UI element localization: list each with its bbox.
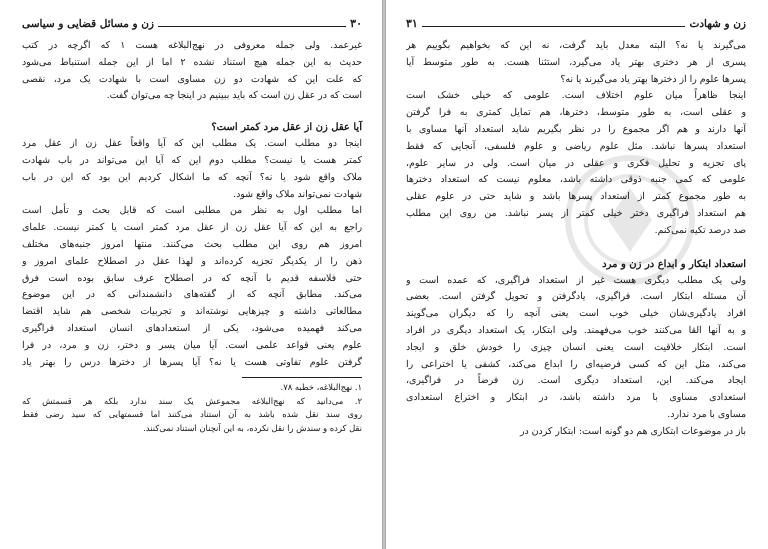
text-line: مساوی با مرد ندارد. <box>667 408 746 420</box>
text-line: پسرها علوم را از دخترها بهتر یاد می‌گیرند یا نه؟ <box>560 73 746 85</box>
page-30 <box>0 0 382 549</box>
text-line: راجع به این که آیا عقل زن از عقل مرد کمتر است یا کمتر نیست. علمای <box>22 222 362 234</box>
intro-paragraph <box>406 38 746 88</box>
text-line: و به آنها القا می‌کنند خوب می‌فهمند. ولی ابتکار، یک استعداد دیگری در افراد <box>406 324 746 336</box>
text-line: حدیث به این جمله هیچ استناد نشده ۲ اما از این جمله استنباط می‌شود <box>22 56 362 68</box>
page-number: ۳۱ <box>406 17 418 30</box>
body-paragraph <box>406 273 746 424</box>
text-line: امروز هم روی این مطلب بحث می‌کنند. منتها امروز جنبه‌های مختلف <box>22 238 362 250</box>
text-line: هم استعداد فراگیری دختر خیلی کمتر از پسر نباشد. من روی این مطلب <box>406 207 746 219</box>
text-line: آن مسئله ابتکار است. فراگیری، یادگرفتن و تحویل گرفتن است. بعضی <box>406 291 746 303</box>
body-paragraph <box>22 136 362 203</box>
text-line: ایجاد می‌کند. این، استعداد دیگری است. زن فرضاً در فراگیری، <box>406 375 746 387</box>
text-line: صد درصد تکیه نمی‌کنم. <box>654 224 746 236</box>
running-title: زن و شهادت <box>689 18 746 30</box>
section-heading: آیا عقل زن از عقل مرد کمتر است؟ <box>211 122 362 134</box>
text-line: کمتر هست یا نیست؟ مطلب دوم این که آیا این می‌تواند در باب شهادت <box>22 154 362 166</box>
footnote-line: روی سند نقل شده باشد به آن استناد می‌کنند اما قسمتهایی که سید رضی فقط <box>22 409 362 420</box>
text-line: ملاک واقع شود یا نه؟ آنچه که ما اشکال کردیم این بود که این در باب <box>22 171 362 183</box>
text-line: پسری از هر دختری بهتر یاد می‌گیرد، استثنا هست. به طور متوسط آیا <box>406 56 746 68</box>
text-line: باز در موضوعات ابتکاری هم دو گونه است: ابتکار کردن در <box>519 425 746 437</box>
header-rule <box>422 26 686 27</box>
text-line: علوم یعنی قواعد علمی است. آیا میان پسر و دختر، زن و مرد، در فرا <box>22 339 362 351</box>
text-line: ولی یک مطلب دیگری هست غیر از استعداد فراگیری، که عمده است و <box>406 274 746 286</box>
footnote-line: ۱. نهج‌البلاغه، خطبه ۷۸. <box>280 382 362 393</box>
body-paragraph <box>22 203 362 371</box>
text-line: که علت این که شهادت دو زن مساوی است با شهادت یک مرد، نقصی <box>22 73 362 85</box>
footnote-line: ۲. می‌دانید که نهج‌البلاغه مجموعش یک سند ندارد بلکه هر قسمتش که <box>22 395 362 406</box>
text-line: ذهن را از یکدیگر تجزیه کرده‌اند و لهذا عقل در اصطلاح علمای امروز و <box>22 255 362 267</box>
body-paragraph <box>406 424 746 441</box>
footnote-line: نقل کرده و سندش را نقل نکرده، به این آنچنان استناد نمی‌کنند. <box>143 422 362 433</box>
text-line: آنها دارند و هم اگر مجموع را در نظر بگیریم شاید استعداد آنها مساوی با <box>406 123 746 135</box>
header-rule <box>158 26 346 27</box>
page-number: ۳۰ <box>350 17 362 30</box>
footnotes <box>22 381 362 435</box>
text-line: علومی که کمی جنبه ذوقی داشته باشد، معلوم نیست که استعداد دخترها <box>406 174 746 186</box>
text-line: اینجا دو مطلب است. یک مطلب این که آیا واقعاً عقل زن از عقل مرد <box>22 138 362 150</box>
running-header <box>22 14 362 30</box>
text-line: حتی فلاسفه قدیم با آنچه که در اصطلاح عرف سابق بوده است فرق <box>22 272 362 284</box>
running-header <box>406 14 746 30</box>
text-line: غیرعمد. ولی جمله معروفی در نهج‌البلاغه هست ۱ که اگرچه در کتب <box>22 40 362 51</box>
running-title: زن و مسائل قضایی و سیاسی <box>22 18 154 30</box>
text-line: و عقلی است، به طور متوسط، دخترها، هم تمایل کمتری به فرا گرفتن <box>406 107 746 119</box>
text-line: می‌گیرند یا نه؟ البته معدل باید گرفت، نه این که بخواهیم بگوییم هر <box>406 40 746 51</box>
text-line: است که در عقل زن است که باید ببینیم در اینجا چه می‌توان گفت. <box>106 90 362 102</box>
text-line: گرفتن علوم تفاوتی هست یا نه؟ آیا پسرها از دخترها درس را بهتر یاد <box>22 356 362 368</box>
intro-paragraph <box>22 38 362 105</box>
footnote-rule <box>242 377 362 378</box>
text-line: پای تجزیه و تحلیل فکری و عقلی در میان است. ولی در سایر علوم، <box>406 157 746 169</box>
text-line: به طور مجموع کمتر از استعداد پسرها باشد و شاید حتی در علوم عقلی <box>406 191 746 203</box>
text-line: شهادت نمی‌تواند ملاک واقع شود. <box>233 188 362 200</box>
section-heading: استعداد ابتکار و ابداع در زن و مرد <box>602 258 746 270</box>
watermark-seal-icon <box>560 150 700 290</box>
text-line: مطالعاتی داشته و چیزهایی نوشته‌اند و تجربیات شخصی هم شاید اقتضا <box>22 306 362 318</box>
text-line: اینجا ظاهراً میان علوم اختلاف است. علومی که خیلی خشک است <box>406 90 746 102</box>
text-line: اما مطلب اول به نظر من مطلبی است که قابل بحث و تأمل است <box>22 205 362 217</box>
text-line: می‌کند. مطابق آنچه که از گفته‌های دانشمندانی که در این موضوع <box>22 289 362 301</box>
text-line: افراد یادگیری‌شان خیلی خوب است یعنی آنچه را که دیگران می‌گویند <box>406 308 746 320</box>
text-line: می‌کند، مثل این که کسی فرضیه‌ای را ابداع می‌کند، کشفی یا اختراعی را <box>406 358 746 370</box>
text-line: می‌کند فهمیده می‌شود، یکی از استعدادهای انسان استعداد فراگیری <box>22 322 362 334</box>
text-line: استعداد پسرها نباشد. مثل علوم ریاضی و علوم فلسفی، آنجایی که فقط <box>406 140 746 152</box>
text-line: استعدادی مساوی با مرد داشته باشد، در ابتکار و اختراع استعدادی <box>406 392 746 404</box>
text-line: است. ابتکار خلاقیت است یعنی انسان چیزی را خودش خلق و ایجاد <box>406 341 746 353</box>
